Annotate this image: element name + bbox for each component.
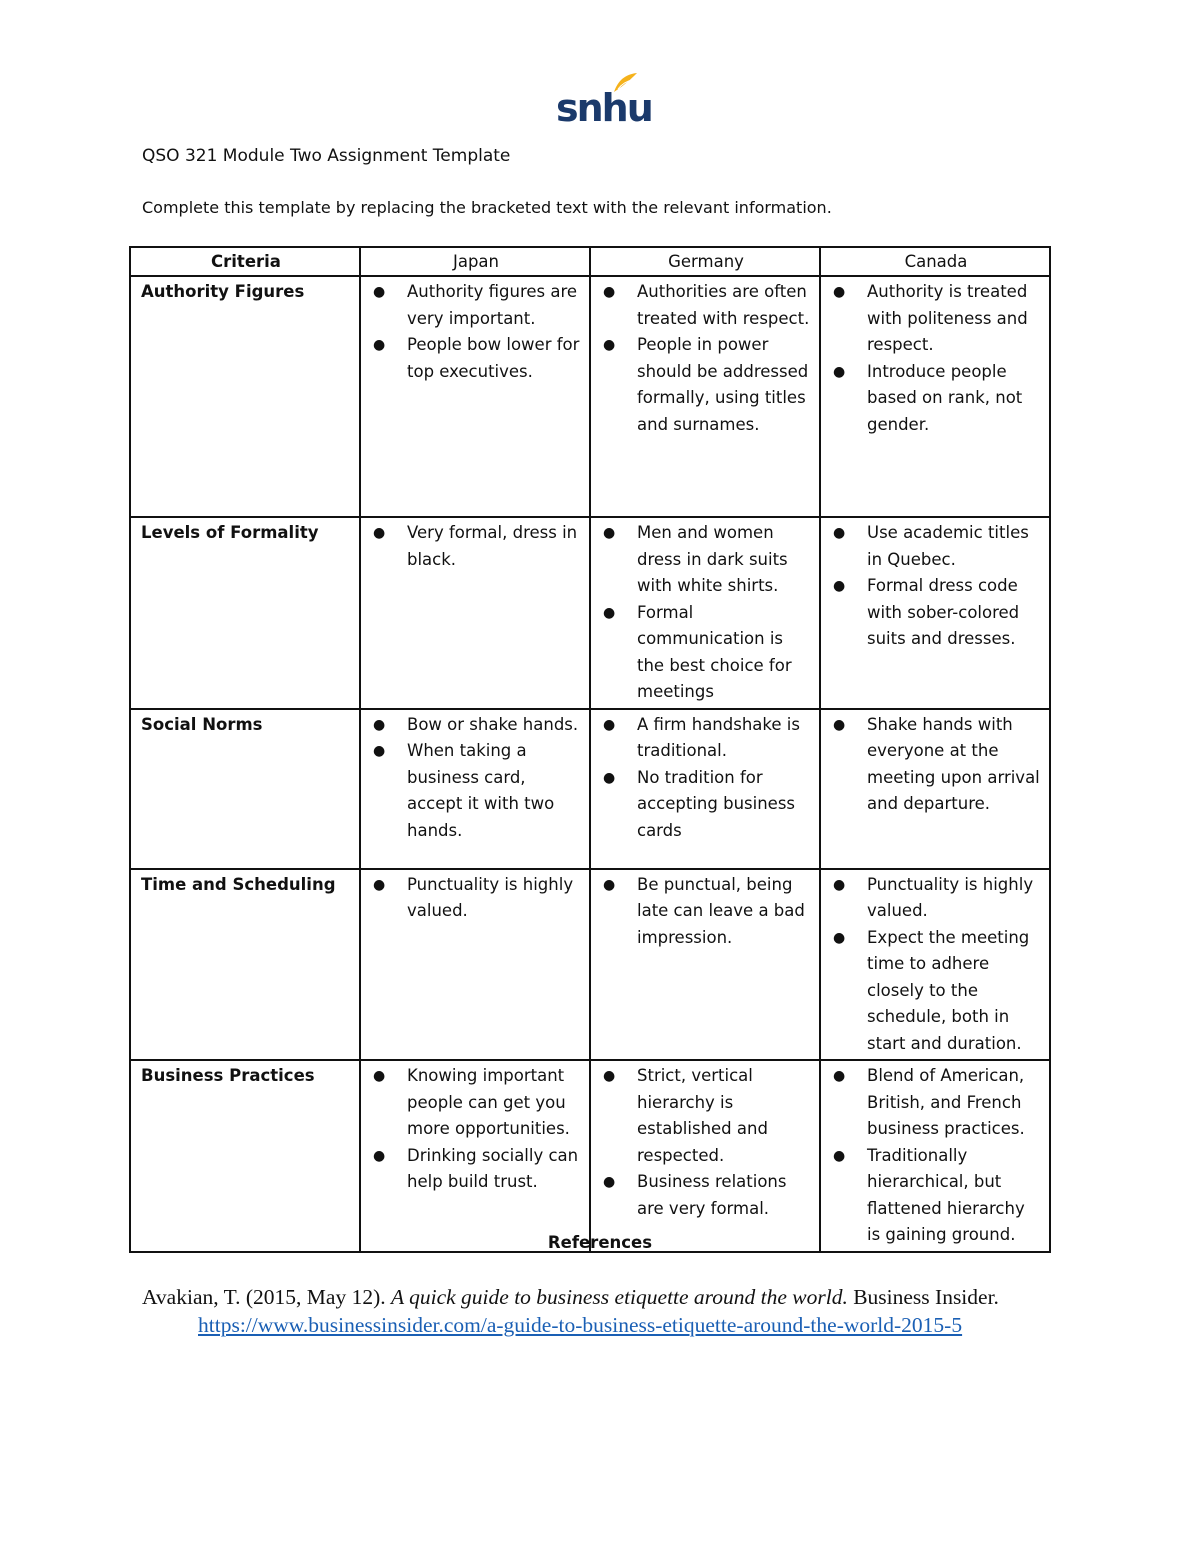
list-item-text: Drinking socially can help build trust. [407, 1145, 579, 1191]
list-item [831, 925, 1041, 1058]
canada-cell [820, 709, 1050, 869]
table-row [130, 869, 1050, 1061]
list-item [831, 359, 1041, 439]
reference-authors-date: Avakian, T. (2015, May 12). [142, 1285, 391, 1309]
list-item-text: People bow lower for top executives. [407, 335, 580, 381]
germany-cell [590, 1060, 820, 1252]
bullet-list [371, 1063, 581, 1196]
list-item [601, 1169, 811, 1222]
bullet-list [371, 872, 581, 925]
reference-publisher: Business Insider. [847, 1285, 999, 1309]
table-body [130, 276, 1050, 1252]
bullet-list [601, 1063, 811, 1222]
bullet-icon: ● [373, 716, 386, 733]
canada-cell [820, 1060, 1050, 1252]
bullet-icon: ● [603, 284, 616, 300]
reference-title: A quick guide to business etiquette around the world. [391, 1285, 848, 1309]
table-row [130, 1060, 1050, 1252]
list-item [831, 872, 1041, 925]
logo-text: snhu [556, 86, 652, 130]
bullet-list [831, 872, 1041, 1058]
list-item [601, 872, 811, 952]
bullet-icon: ● [373, 1147, 386, 1164]
list-item-text: A firm handshake is traditional. [637, 714, 800, 760]
list-item [601, 1063, 811, 1169]
japan-cell [360, 1060, 590, 1252]
list-item-text: Blend of American, British, and French business practices. [867, 1066, 1025, 1138]
header-germany: Germany [590, 247, 820, 276]
bullet-icon: ● [603, 337, 616, 353]
germany-cell [590, 517, 820, 709]
list-item [601, 520, 811, 600]
germany-cell [590, 276, 820, 517]
list-item [601, 765, 811, 845]
bullet-list [601, 872, 811, 952]
bullet-icon: ● [373, 876, 386, 893]
list-item-text: Authority figures are very important. [407, 282, 578, 328]
list-item-text: Knowing important people can get you more opportunities. [407, 1066, 570, 1138]
list-item [371, 279, 581, 332]
list-item-text: Introduce people based on rank, not gender. [867, 361, 1023, 434]
bullet-icon: ● [833, 1068, 846, 1084]
bullet-list [601, 520, 811, 706]
list-item-text: Strict, vertical hierarchy is established and respected. [637, 1066, 768, 1165]
bullet-list [831, 712, 1041, 818]
criteria-cell: Levels of Formality [130, 517, 360, 709]
list-item [371, 738, 581, 844]
criteria-cell: Social Norms [130, 709, 360, 869]
list-item [831, 712, 1041, 818]
header-criteria: Criteria [130, 247, 360, 276]
list-item-text: Authority is treated with politeness and respect. [867, 282, 1028, 354]
bullet-icon: ● [603, 1174, 616, 1190]
list-item [371, 1143, 581, 1196]
japan-cell [360, 276, 590, 517]
list-item-text: Expect the meeting time to adhere closely to the schedule, both in start and duration. [867, 927, 1030, 1053]
list-item-text: Business relations are very formal. [637, 1172, 787, 1218]
list-item [371, 1063, 581, 1143]
bullet-icon: ● [833, 578, 846, 594]
canada-cell [820, 869, 1050, 1061]
canada-cell [820, 517, 1050, 709]
list-item [601, 600, 811, 706]
list-item [831, 520, 1041, 573]
criteria-cell: Business Practices [130, 1060, 360, 1252]
bullet-icon: ● [833, 929, 846, 946]
canada-cell [820, 276, 1050, 517]
list-item [371, 520, 581, 573]
bullet-icon: ● [833, 525, 846, 541]
list-item-text: Shake hands with everyone at the meeting upon arrival and departure. [867, 714, 1040, 813]
list-item [371, 712, 581, 739]
list-item-text: Be punctual, being late can leave a bad impression. [637, 874, 805, 947]
list-item [831, 1063, 1041, 1143]
bullet-list [371, 712, 581, 845]
list-item-text: Punctuality is highly valued. [407, 874, 574, 920]
bullet-list [371, 279, 581, 385]
list-item-text: Traditionally hierarchical, but flattened hierarchy is gaining ground. [867, 1145, 1025, 1244]
bullet-icon: ● [373, 1068, 386, 1084]
bullet-icon: ● [373, 525, 386, 541]
list-item-text: Formal dress code with sober-colored suits and dresses. [867, 576, 1020, 648]
list-item [601, 279, 811, 332]
references-heading: References [547, 1233, 653, 1252]
bullet-list [601, 279, 811, 438]
list-item-text: Use academic titles in Quebec. [867, 523, 1029, 569]
bullet-list [371, 520, 581, 573]
bullet-icon: ● [833, 284, 846, 300]
bullet-list [601, 712, 811, 845]
japan-cell [360, 517, 590, 709]
snhu-logo [556, 72, 652, 132]
japan-cell [360, 869, 590, 1061]
list-item [831, 279, 1041, 359]
list-item-text: When taking a business card, accept it with two hands. [407, 741, 555, 840]
list-item-text: Formal communication is the best choice for meetings [637, 602, 792, 701]
bullet-icon: ● [833, 716, 846, 733]
table-row [130, 709, 1050, 869]
list-item [831, 573, 1041, 653]
bullet-icon: ● [373, 743, 386, 759]
header-canada: Canada [820, 247, 1050, 276]
bullet-icon: ● [833, 1147, 846, 1164]
table-header-row [130, 247, 1050, 276]
bullet-list [831, 520, 1041, 653]
list-item [601, 332, 811, 438]
document-title: QSO 321 Module Two Assignment Template [142, 146, 511, 166]
criteria-cell: Authority Figures [130, 276, 360, 517]
list-item-text: Punctuality is highly valued. [867, 874, 1034, 920]
bullet-icon: ● [603, 769, 616, 786]
bullet-icon: ● [603, 525, 616, 541]
bullet-icon: ● [603, 876, 616, 893]
etiquette-table [129, 246, 1051, 1253]
bullet-list [831, 1063, 1041, 1249]
bullet-list [831, 279, 1041, 438]
bullet-icon: ● [603, 716, 616, 733]
japan-cell [360, 709, 590, 869]
list-item-text: No tradition for accepting business cards [637, 767, 796, 840]
bullet-icon: ● [373, 284, 386, 300]
list-item-text: Authorities are often treated with respect. [637, 282, 810, 328]
table-row [130, 517, 1050, 709]
bullet-icon: ● [603, 604, 616, 621]
list-item [601, 712, 811, 765]
bullet-icon: ● [373, 337, 386, 353]
bullet-icon: ● [833, 363, 846, 380]
criteria-cell: Time and Scheduling [130, 869, 360, 1061]
list-item [371, 332, 581, 385]
bullet-icon: ● [603, 1068, 616, 1084]
list-item-text: Bow or shake hands. [407, 714, 579, 734]
list-item-text: Men and women dress in dark suits with white shirts. [637, 523, 788, 595]
list-item-text: Very formal, dress in black. [407, 523, 578, 569]
header-japan: Japan [360, 247, 590, 276]
reference-entry [142, 1283, 1108, 1339]
table-row [130, 276, 1050, 517]
instructions-text: Complete this template by replacing the bracketed text with the relevant information. [142, 198, 832, 217]
list-item [371, 872, 581, 925]
list-item-text: People in power should be addressed formally, using titles and surnames. [637, 335, 809, 434]
germany-cell [590, 869, 820, 1061]
reference-link[interactable]: https://www.businessinsider.com/a-guide-to-business-etiquette-around-the-world-2015-5 [198, 1313, 963, 1337]
bullet-icon: ● [833, 876, 846, 893]
germany-cell [590, 709, 820, 869]
